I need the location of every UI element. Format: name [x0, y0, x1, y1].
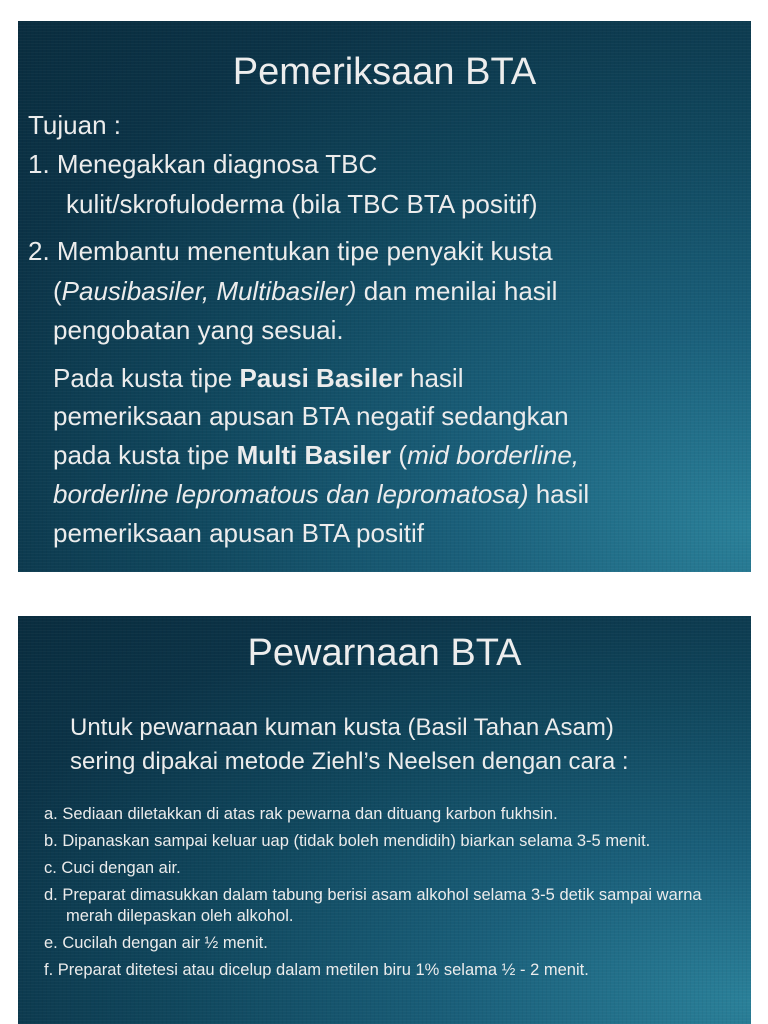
text-span: hasil [402, 363, 464, 393]
list-item: d. Preparat dimasukkan dalam tabung berisi asam alkohol selama 3-5 detik sampai warna merah dilepaskan oleh alkohol. [44, 886, 702, 925]
list-item: b. Dipanaskan sampai keluar uap (tidak boleh mendidih) biarkan selama 3-5 menit. [44, 832, 651, 850]
intro-line-2: sering dipakai metode Ziehl’s Neelsen dengan cara : [70, 748, 629, 775]
list-item: f. Preparat ditetesi atau dicelup dalam metilen biru 1% selama ½ - 2 menit. [44, 961, 589, 979]
text-span: hasil [528, 479, 590, 509]
paragraph-line-3 [53, 436, 579, 475]
italic-text: Pausibasiler, Multibasiler) [61, 276, 357, 306]
text-span: ( [53, 276, 62, 306]
list-item-2-line1: 2. Membantu menentukan tipe penyakit kusta [28, 236, 553, 266]
tujuan-label: Tujuan : [28, 110, 121, 140]
text-span: pada kusta tipe [53, 440, 237, 470]
text-span: ( [391, 440, 408, 470]
list-item-2-line2 [53, 272, 557, 311]
intro-line-1: Untuk pewarnaan kuman kusta (Basil Tahan Asam) [70, 714, 614, 741]
slide-title: Pewarnaan BTA [247, 632, 522, 674]
italic-text: mid borderline, [407, 440, 580, 470]
italic-text: borderline lepromatous dan lepromatosa) [53, 479, 529, 509]
list-item-2-line3: pengobatan yang sesuai. [53, 315, 344, 345]
list-item: c. Cuci dengan air. [44, 859, 181, 877]
slide-pemeriksaan-bta [18, 21, 751, 572]
paragraph-line-2: pemeriksaan apusan BTA negatif sedangkan [53, 401, 569, 431]
slide-pewarnaan-bta [18, 616, 751, 1024]
bold-text: Multi Basiler [236, 440, 392, 470]
paragraph-line-1 [53, 359, 463, 398]
procedure-steps-list [44, 804, 744, 987]
text-span: Pada kusta tipe [53, 363, 240, 393]
paragraph-line-5: pemeriksaan apusan BTA positif [53, 518, 424, 548]
list-item-1-line2: kulit/skrofuloderma (bila TBC BTA positif) [66, 189, 538, 219]
text-span: dan menilai hasil [356, 276, 558, 306]
paragraph-line-4 [53, 475, 589, 514]
list-item-1-line1: 1. Menegakkan diagnosa TBC [28, 149, 378, 179]
intro-text [70, 711, 629, 779]
slide-title: Pemeriksaan BTA [232, 51, 537, 93]
list-item: e. Cucilah dengan air ½ menit. [44, 934, 268, 952]
list-item: a. Sediaan diletakkan di atas rak pewarna dan dituang karbon fukhsin. [44, 805, 558, 823]
bold-text: Pausi Basiler [239, 363, 403, 393]
